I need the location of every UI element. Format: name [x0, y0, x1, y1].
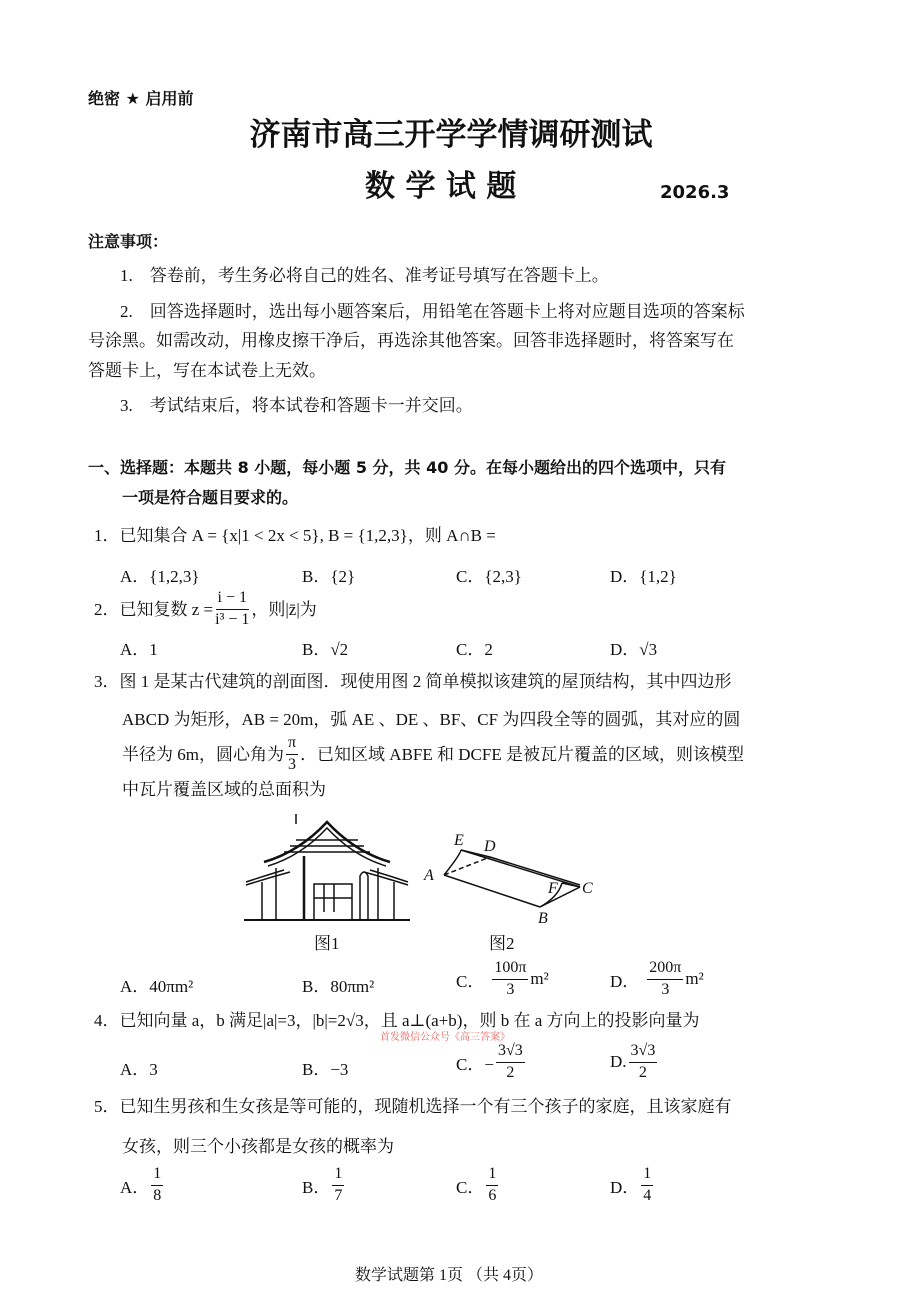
q4-option-c-label: C．−	[456, 1054, 494, 1074]
question-5-line: 5．已知生男孩和生女孩是等可能的，现随机选择一个有三个孩子的家庭，且该家庭有	[94, 1097, 732, 1116]
q5-c-num: 1	[486, 1166, 498, 1186]
q5-option-a-fraction	[151, 1166, 163, 1205]
question-4-stem: 4．已知向量 a，b 满足|a|=3，|b|=2√3，且 a⊥(a+b)，则 b 在 a 方向上的投影向量为	[94, 1011, 700, 1030]
q4-option-d-label: D.	[610, 1052, 627, 1072]
q3-angle-den: 3	[288, 755, 297, 773]
label-a: A	[424, 867, 434, 884]
figure-1-building	[244, 812, 410, 924]
q4-option-c	[456, 1043, 527, 1082]
q3-line3-post: ．已知区域 ABFE 和 DCFE 是被瓦片覆盖的区域，则该模型	[300, 744, 744, 764]
q5-d-den: 4	[643, 1186, 652, 1204]
q3-option-b: B．80πm²	[302, 977, 375, 996]
confidential-label: 绝密 ★ 启用前	[88, 89, 194, 108]
q5-option-a	[120, 1166, 165, 1205]
q5-option-c	[456, 1166, 500, 1205]
q4-c-num: 3√3	[496, 1043, 525, 1063]
question-2-stem	[94, 590, 317, 629]
exam-title: 济南市高三开学学情调研测试	[249, 117, 653, 153]
watermark: 首发微信公众号《高三答案》	[380, 1032, 510, 1043]
q3-option-d-unit: m²	[685, 969, 704, 989]
q3-option-d	[610, 960, 704, 999]
q4-option-c-fraction	[496, 1043, 525, 1082]
q3-d-num: 200π	[647, 960, 683, 980]
figure-2-roof-model	[420, 825, 600, 925]
figure-2-caption: 图2	[489, 934, 515, 953]
question-1-stem: 1．已知集合 A = {x|1 < 2x < 5}, B = {1,2,3}，则 A∩B =	[94, 526, 496, 545]
q1-option-a: A．{1,2,3}	[120, 567, 200, 586]
q5-option-d	[610, 1166, 655, 1205]
q3-line3-pre: 半径为 6m，圆心角为	[122, 744, 284, 764]
q5-option-d-fraction	[641, 1166, 653, 1205]
q3-option-c	[456, 960, 549, 999]
q5-option-b-label: B．	[302, 1177, 331, 1197]
q3-option-c-unit: m²	[530, 969, 549, 989]
q5-option-c-fraction	[486, 1166, 498, 1205]
note-item: 答题卡上，写在本试卷上无效。	[88, 361, 326, 380]
q2-option-a: A．1	[120, 640, 158, 659]
q5-b-den: 7	[334, 1186, 343, 1204]
q4-option-a: A．3	[120, 1060, 158, 1079]
q4-option-b: B．−3	[302, 1060, 349, 1079]
q5-b-num: 1	[332, 1166, 344, 1186]
q5-d-num: 1	[641, 1166, 653, 1186]
section-heading-cont: 一项是符合题目要求的。	[122, 488, 299, 507]
q3-angle-num: π	[286, 735, 298, 755]
q4-option-d-fraction	[629, 1043, 658, 1082]
q3-c-num: 100π	[492, 960, 528, 980]
q2-stem-post: ，则|z̄|为	[251, 599, 317, 619]
q5-c-den: 6	[488, 1186, 497, 1204]
q2-denominator: i³ − 1	[215, 610, 250, 628]
question-3-line: 3．图 1 是某古代建筑的剖面图．现使用图 2 简单模拟该建筑的屋顶结构，其中四边形	[94, 672, 732, 691]
label-b: B	[538, 910, 548, 925]
note-item: 1. 答卷前，考生务必将自己的姓名、准考证号填写在答题卡上。	[120, 266, 609, 285]
note-item: 2. 回答选择题时，选出每小题答案后，用铅笔在答题卡上将对应题目选项的答案标	[120, 302, 745, 321]
q2-option-d: D．√3	[610, 640, 658, 659]
q5-option-c-label: C．	[456, 1177, 485, 1197]
q1-option-d: D．{1,2}	[610, 567, 677, 586]
q5-a-den: 8	[153, 1186, 162, 1204]
note-item: 号涂黑。如需改动，用橡皮擦干净后，再选涂其他答案。回答非选择题时，将答案写在	[88, 331, 734, 350]
section-heading: 一、选择题：本题共 8 小题，每小题 5 分，共 40 分。在每小题给出的四个选项中，只有	[88, 458, 726, 477]
q3-option-c-label: C．	[456, 971, 485, 991]
subject-title: 数 学 试 题	[365, 169, 517, 204]
question-3-line: 中瓦片覆盖区域的总面积为	[122, 780, 326, 799]
question-3-line: ABCD 为矩形，AB = 20m，弧 AE 、DE 、BF、CF 为四段全等的圆弧，其对应的圆	[122, 710, 741, 729]
label-f: F	[548, 880, 558, 897]
q3-c-den: 3	[506, 980, 515, 998]
q5-option-b	[302, 1166, 346, 1205]
q3-option-d-label: D．	[610, 971, 640, 991]
q2-numerator: i − 1	[216, 590, 249, 610]
q1-option-c: C．{2,3}	[456, 567, 522, 586]
question-5-line: 女孩，则三个小孩都是女孩的概率为	[122, 1137, 394, 1156]
question-3-line	[122, 735, 744, 774]
notes-heading: 注意事项：	[88, 232, 169, 251]
q5-a-num: 1	[151, 1166, 163, 1186]
q3-angle-fraction	[286, 735, 298, 774]
label-d: D	[484, 838, 496, 855]
q3-d-den: 3	[661, 980, 670, 998]
q2-fraction	[215, 590, 249, 629]
q4-option-d	[610, 1043, 659, 1082]
note-item: 3. 考试结束后，将本试卷和答题卡一并交回。	[120, 396, 473, 415]
figure-1-caption: 图1	[314, 934, 340, 953]
q4-c-den: 2	[506, 1063, 515, 1081]
q3-option-a: A．40πm²	[120, 977, 194, 996]
q4-d-den: 2	[638, 1063, 647, 1081]
q1-option-b: B．{2}	[302, 567, 356, 586]
label-c: C	[582, 880, 593, 897]
q2-option-c: C．2	[456, 640, 493, 659]
q5-option-b-fraction	[332, 1166, 344, 1205]
q5-option-d-label: D．	[610, 1177, 640, 1197]
q5-option-a-label: A．	[120, 1177, 150, 1197]
q3-option-d-fraction	[647, 960, 683, 999]
page-footer: 数学试题第 1页 （共 4页）	[354, 1267, 543, 1284]
q3-option-c-fraction	[492, 960, 528, 999]
q2-option-b: B．√2	[302, 640, 349, 659]
exam-date: 2026.3	[660, 182, 730, 203]
label-e: E	[454, 832, 464, 849]
q4-d-num: 3√3	[629, 1043, 658, 1063]
q2-stem-pre: 2．已知复数 z =	[94, 599, 214, 619]
